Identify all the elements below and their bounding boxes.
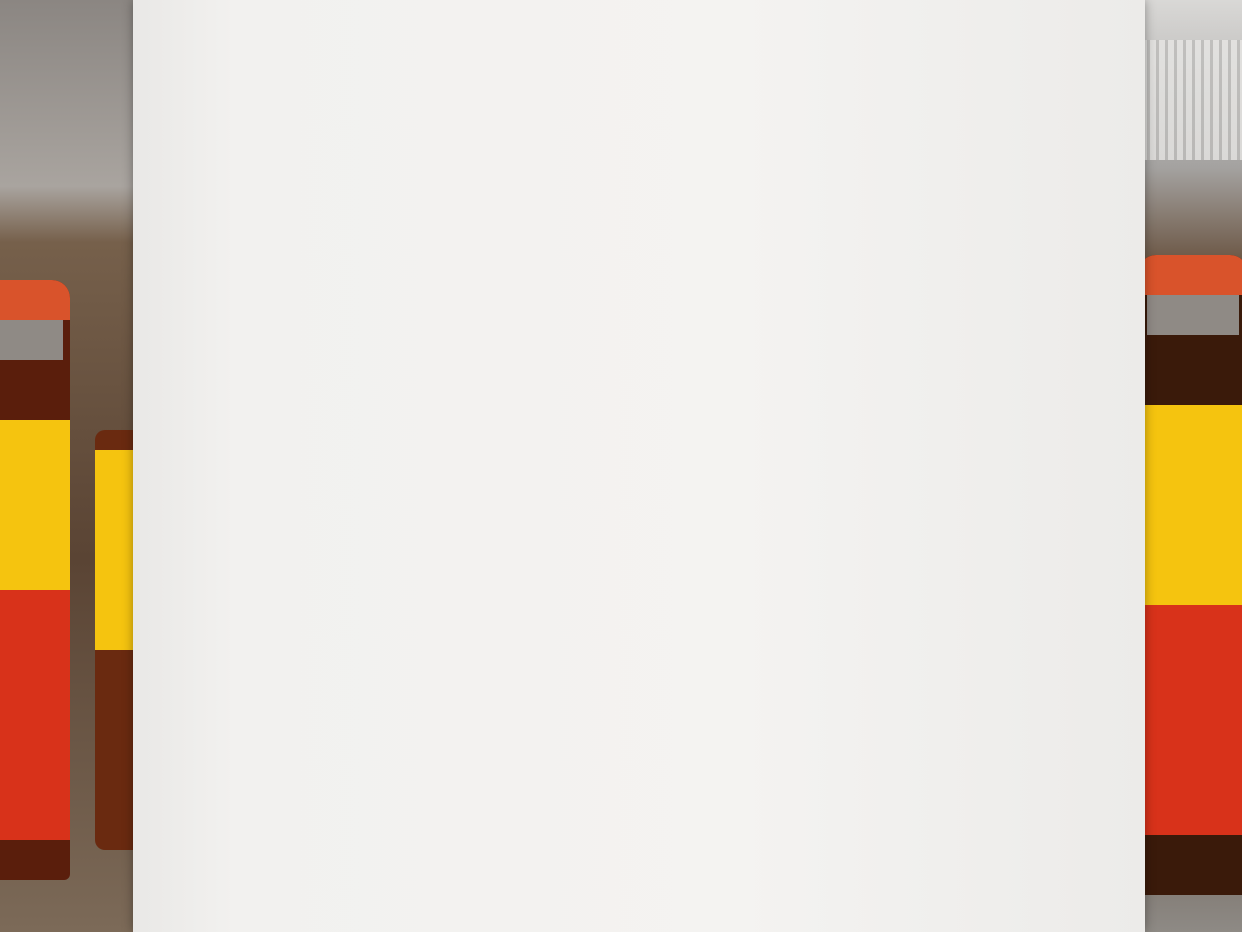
bottle-label-red bbox=[0, 590, 70, 840]
bottle-label-yellow bbox=[1138, 405, 1242, 605]
bottle-right bbox=[1138, 255, 1242, 895]
bottle-label-red bbox=[1138, 605, 1242, 835]
bottle-neck bbox=[0, 320, 63, 360]
plastic-tray bbox=[1132, 40, 1242, 160]
bottle-cap bbox=[1138, 255, 1242, 295]
bottle-cap bbox=[0, 280, 70, 320]
bottle-left bbox=[0, 280, 70, 880]
bottle-neck bbox=[1147, 295, 1239, 335]
pinyin-row bbox=[218, 0, 232, 8]
bottle-label-yellow bbox=[0, 420, 70, 590]
instruction-leaflet bbox=[133, 0, 1145, 932]
